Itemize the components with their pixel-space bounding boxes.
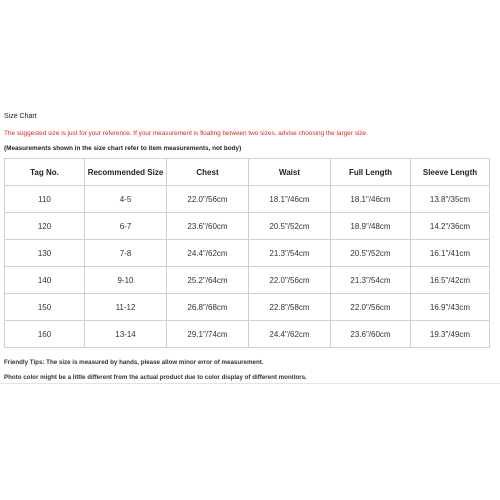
cell-sleeve-length: 16.1"/41cm [411,240,490,267]
header-sleeve-length: Sleeve Length [411,159,490,186]
friendly-tip: Friendly Tips: The size is measured by hands, please allow minor error of measurement. [4,359,264,366]
cell-chest: 24.4"/62cm [167,240,249,267]
table-row [5,186,490,213]
cell-chest: 22.0"/56cm [167,186,249,213]
table-row [5,294,490,321]
cell-full-length: 20.5"/52cm [331,240,411,267]
cell-recommended-size: 13-14 [85,321,167,348]
cell-chest: 29.1"/74cm [167,321,249,348]
header-tag-no: Tag No. [5,159,85,186]
measurement-note: (Measurements shown in the size chart refer to item measurements, not body) [4,145,242,152]
table-row [5,240,490,267]
cell-waist: 24.4"/62cm [249,321,331,348]
cell-tag-no: 130 [5,240,85,267]
cell-sleeve-length: 16.5"/42cm [411,267,490,294]
cell-recommended-size: 9-10 [85,267,167,294]
size-chart-section [0,113,500,383]
bottom-divider [0,383,500,384]
cell-sleeve-length: 13.8"/35cm [411,186,490,213]
cell-full-length: 18.1"/46cm [331,186,411,213]
cell-sleeve-length: 16.9"/43cm [411,294,490,321]
cell-waist: 22.8"/58cm [249,294,331,321]
cell-recommended-size: 7-8 [85,240,167,267]
suggestion-note: The suggested size is just for your reference. If your measurement is floating between two sizes, advise choosing the larger size. [4,130,368,137]
header-waist: Waist [249,159,331,186]
cell-full-length: 23.6"/60cm [331,321,411,348]
table-row [5,267,490,294]
table-row [5,321,490,348]
table-row [5,213,490,240]
cell-full-length: 18.9"/48cm [331,213,411,240]
photo-color-tip: Photo color might be a little different from the actual product due to color display of different monitors. [4,374,307,381]
cell-tag-no: 120 [5,213,85,240]
header-full-length: Full Length [331,159,411,186]
cell-full-length: 22.0"/56cm [331,294,411,321]
cell-waist: 21.3"/54cm [249,240,331,267]
cell-tag-no: 150 [5,294,85,321]
cell-chest: 23.6"/60cm [167,213,249,240]
cell-waist: 20.5"/52cm [249,213,331,240]
cell-chest: 26.8"/68cm [167,294,249,321]
table-header-row [5,159,490,186]
cell-tag-no: 140 [5,267,85,294]
size-table [4,158,490,348]
cell-tag-no: 110 [5,186,85,213]
cell-recommended-size: 4-5 [85,186,167,213]
cell-chest: 25.2"/64cm [167,267,249,294]
cell-waist: 22.0"/56cm [249,267,331,294]
cell-sleeve-length: 19.3"/49cm [411,321,490,348]
cell-full-length: 21.3"/54cm [331,267,411,294]
header-chest: Chest [167,159,249,186]
header-recommended-size: Recommended Size [85,159,167,186]
size-chart-title: Size Chart [4,113,37,120]
cell-recommended-size: 11-12 [85,294,167,321]
cell-sleeve-length: 14.2"/36cm [411,213,490,240]
cell-recommended-size: 6-7 [85,213,167,240]
cell-waist: 18.1"/46cm [249,186,331,213]
cell-tag-no: 160 [5,321,85,348]
